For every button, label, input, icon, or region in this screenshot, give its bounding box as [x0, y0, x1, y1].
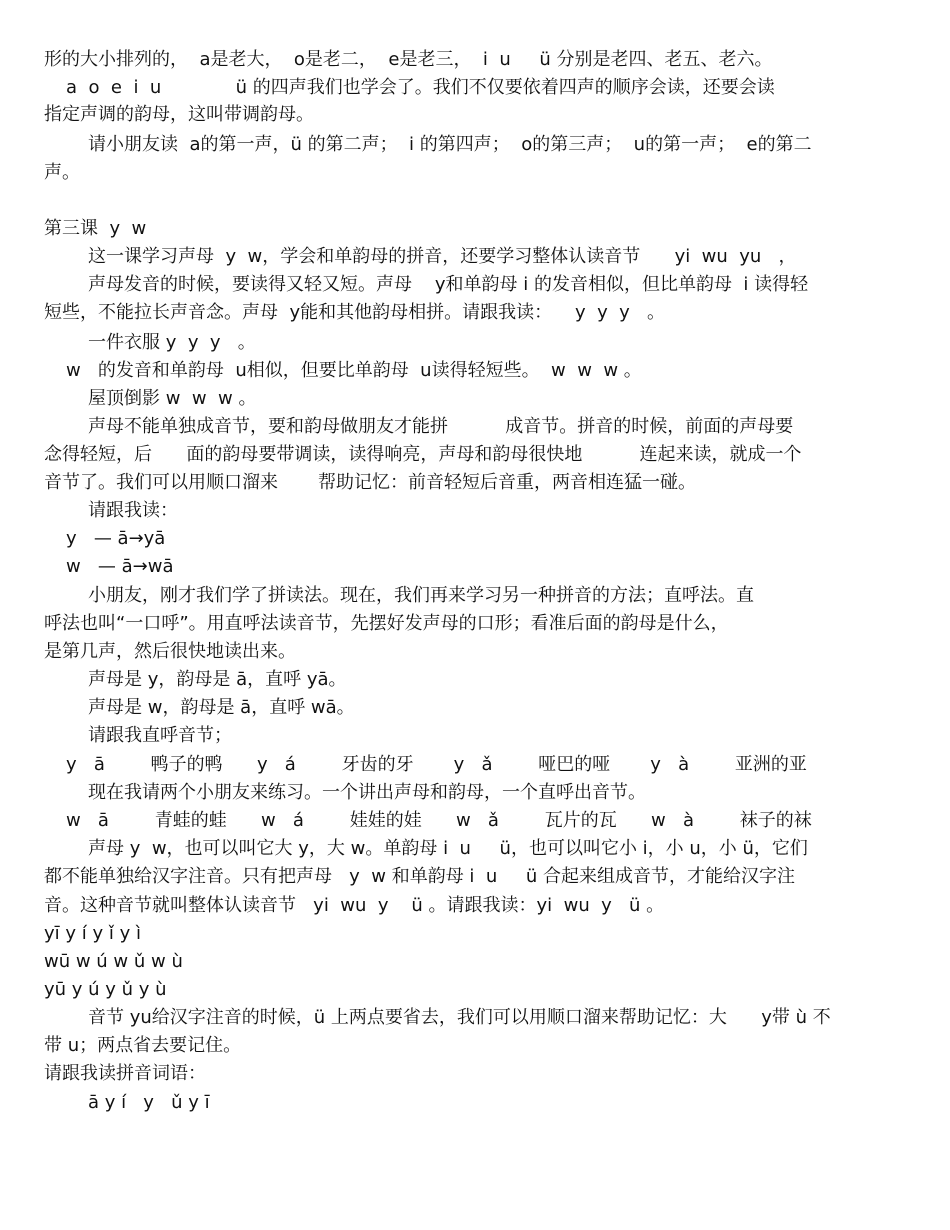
text-line: w — ā→wā [66, 556, 174, 577]
text-line: 声母 y w，也可以叫它大 y，大 w。单韵母 i u ü，也可以叫它小 i，小 u，小 ü，它们 [88, 838, 808, 859]
text-line: yī y í y ǐ y ì [44, 923, 141, 944]
text-line: 一件衣服 y y y 。 [88, 332, 256, 353]
text-line: 声母不能单独成音节，要和韵母做朋友才能拼 成音节。拼音的时候，前面的声母要 [88, 416, 794, 437]
text-line: 小朋友，刚才我们学了拼读法。现在，我们再来学习另一种拼音的方法；直呼法。直 [88, 585, 754, 606]
text-line: 请跟我直呼音节； [88, 725, 232, 746]
text-line: a o e i u ü 的四声我们也学会了。我们不仅要依着四声的顺序会读，还要会读 [66, 77, 775, 98]
text-line: 声母是 w，韵母是 ā，直呼 wā。 [88, 697, 355, 718]
text-line: 声母发音的时候，要读得又轻又短。声母 y和单韵母 i 的发音相似，但比单韵母 i 读得轻 [88, 274, 809, 295]
text-line: 这一课学习声母 y w，学会和单韵母的拼音，还要学习整体认读音节 yi wu yu ， [88, 246, 797, 267]
text-line: 是第几声，然后很快地读出来。 [44, 641, 296, 662]
text-line: w 的发音和单韵母 u相似，但要比单韵母 u读得轻短些。 w w w 。 [66, 360, 642, 381]
text-line: y — ā→yā [66, 528, 166, 549]
text-line: 声。 [44, 162, 80, 183]
text-line: 屋顶倒影 w w w 。 [88, 388, 257, 409]
lesson-heading: 第三课 y w [44, 218, 147, 239]
text-line: 声母是 y，韵母是 ā，直呼 yā。 [88, 669, 347, 690]
text-line: 请跟我读拼音词语： [44, 1063, 206, 1084]
text-line: ā y í y ǔ y ī [88, 1092, 210, 1113]
text-line: 带 u；两点省去要记住。 [44, 1035, 242, 1056]
text-line: 念得轻短，后 面的韵母要带调读，读得响亮，声母和韵母很快地 连起来读，就成一个 [44, 444, 802, 465]
text-line: 请小朋友读 a的第一声，ü 的第二声； i 的第四声； o的第三声； u的第一声； e的第二 [88, 134, 812, 155]
text-line: 音。这种音节就叫整体认读音节 yi wu y ü 。请跟我读：yi wu y ü 。 [44, 895, 665, 916]
text-line: yū y ú y ǔ y ù [44, 979, 167, 1000]
text-line: 音节了。我们可以用顺口溜来 帮助记忆：前音轻短后音重，两音相连猛一碰。 [44, 472, 697, 493]
text-line: 请跟我读： [88, 500, 178, 521]
text-line: 指定声调的韵母，这叫带调韵母。 [44, 104, 314, 125]
text-line: wū w ú w ǔ w ù [44, 951, 183, 972]
text-line: 呼法也叫“一口呼”。用直呼法读音节，先摆好发声母的口形；看准后面的韵母是什么， [44, 613, 729, 634]
text-line: 短些，不能拉长声音念。声母 y能和其他韵母相拼。请跟我读： y y y 。 [44, 302, 665, 323]
text-line: 现在我请两个小朋友来练习。一个讲出声母和韵母，一个直呼出音节。 [88, 782, 646, 803]
text-line: y ā 鸭子的鸭 y á 牙齿的牙 y ǎ 哑巴的哑 y à 亚洲的亚 [66, 754, 807, 775]
text-line: 都不能单独给汉字注音。只有把声母 y w 和单韵母 i u ü 合起来组成音节，才能给汉字注 [44, 866, 796, 887]
text-line: w ā 青蛙的蛙 w á 娃娃的娃 w ǎ 瓦片的瓦 w à 袜子的袜 [66, 810, 812, 831]
text-line: 形的大小排列的， a是老大， o是老二， e是老三， i u ü 分别是老四、老五、老六。 [44, 49, 773, 70]
text-line: 音节 yu给汉字注音的时候，ü 上两点要省去，我们可以用顺口溜来帮助记忆：大 y带 ù 不 [88, 1007, 831, 1028]
